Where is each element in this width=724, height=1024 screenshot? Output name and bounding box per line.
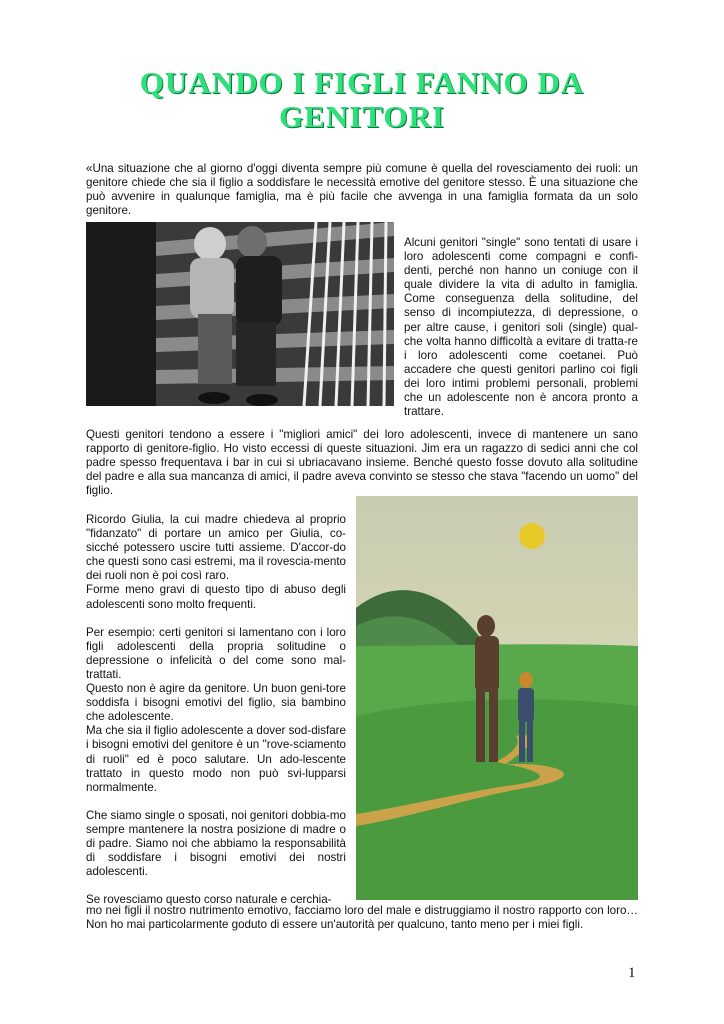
paragraph-final-start: Se rovesciamo questo corso naturale e cerchia-: [86, 893, 332, 907]
title-line-2: GENITORI: [279, 99, 445, 134]
painting-parent-child-walking: [356, 496, 638, 900]
page-number: 1: [628, 965, 636, 981]
paragraph-giulia: Ricordo Giulia, la cui madre chiedeva al proprio "fidanzato" di portare un amico per Giulia, co-sicché potessero uscire tutti assieme. D'accor-do che questi sono casi estremi, ma il rovescia-mento dei ruoli non è poi così raro.: [86, 513, 346, 583]
paragraph-intro: «Una situazione che al giorno d'oggi diventa sempre più comune è quella del rovesciamento dei ruoli: un genitore chiede che sia il figlio a soddisfare le necessità emotive del genitore stesso. È una situazione che può avvenire in qualunque famiglia, ma è più facile che avvenga in una famiglia formata da un solo genitore.: [86, 162, 638, 218]
left-column-text: [86, 513, 346, 907]
paragraph-final: mo nei figli il nostro nutrimento emotivo, facciamo loro del male e distruggiamo il nostro rapporto con loro… Non ho mai particolarmente goduto di essere un'autorità per qualcuno, tanto meno per i miei figli.: [86, 904, 638, 932]
paragraph-single-or-married: Che siamo single o sposati, noi genitori dobbia-mo sempre mantenere la nostra posizione di madre o di padre. Siamo noi che abbiamo la responsabilità di soddisfare i bisogni emotivi dei nostri adolescenti.: [86, 808, 346, 879]
page-title: [0, 66, 724, 134]
paragraph-acting-as-parent: Questo non è agire da genitore. Un buon geni-tore soddisfa i bisogni emotivi del figlio, sia bambino che adolescente.: [86, 682, 346, 724]
paragraph-forms: Forme meno gravi di questo tipo di abuso degli adolescenti sono molto frequenti.: [86, 583, 346, 611]
paragraph-example: Per esempio: certi genitori si lamentano con i loro figli adolescenti della propria solitudine o depressione o infelicità o del come sono mal-trattati.: [86, 625, 346, 681]
photo-two-children-on-stairs: [86, 222, 394, 406]
title-line-1: QUANDO I FIGLI FANNO DA: [139, 65, 585, 100]
paragraph-single-parents: Alcuni genitori "single" sono tentati di usare i loro adolescenti come compagni e confi-denti, perché non hanno un coniuge con il quale dividere la vita di adulto in famiglia. Come conseguenza della solitudine, del senso di incompiutezza, di depressione, o per altre cause, i genitori soli (single) qual-che volta hanno difficoltà a evitare di tratta-re i loro adolescenti come coetanei. Può accadere che questi genitori parlino coi figli dei loro intimi problemi personali, problemi che un adolescente non è ancora pronto a trattare.: [404, 236, 638, 419]
paragraph-best-friends: Questi genitori tendono a essere i "migliori amici" dei loro adolescenti, invece di mantenere un sano rapporto di genitore-figlio. Ho visto eccessi di queste situazioni. Jim era un ragazzo di sedici anni che col padre spesso frequentava i bar in cui si ubriacavano insieme. Benché questo fosse dovuto alla solitudine del padre e alla sua mancanza di amici, il padre aveva convinto se stesso che stava "facendo un uomo" del figlio.: [86, 428, 638, 498]
paragraph-role-reversal: Ma che sia il figlio adolescente a dover sod-disfare i bisogni emotivi del genitore è un "rove-sciamento di ruoli" ed è poco salutare. Un ado-lescente trattato in questo modo non può svi-lupparsi normalmente.: [86, 724, 346, 794]
